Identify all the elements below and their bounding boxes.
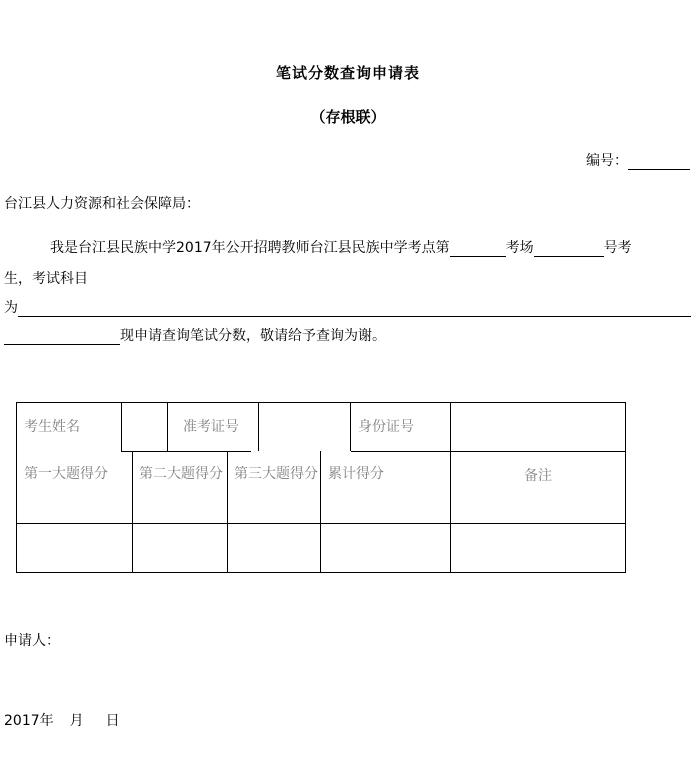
serial-number — [586, 150, 690, 170]
table-border-right — [625, 402, 626, 573]
table-col-rule-2 — [167, 402, 168, 451]
body-line-1-text-c: 号考 — [603, 240, 632, 256]
subject-blank-continued[interactable] — [4, 329, 120, 345]
body-line-1-text-b: 考场 — [505, 240, 534, 256]
body-line-1-text-a: 我是台江县民族中学2017年公开招聘教师台江县民族中学考点第 — [50, 240, 450, 256]
serial-blank[interactable] — [628, 154, 690, 170]
q3-score-value-cell[interactable] — [230, 526, 317, 570]
id-label: 身份证号 — [358, 419, 414, 435]
total-score-value-cell[interactable] — [323, 526, 447, 570]
table-rule-row1-mid — [121, 451, 251, 452]
table-rule-row1-right — [351, 451, 626, 452]
name-label: 考生姓名 — [24, 419, 80, 435]
score-table — [16, 402, 626, 573]
body-line-2: 生，考试科目 — [4, 271, 88, 287]
date-month: 月 — [69, 713, 84, 729]
subject-blank[interactable] — [18, 301, 691, 317]
table-col-rule-6 — [132, 451, 133, 573]
ticket-value-cell[interactable] — [262, 404, 346, 448]
remark-label: 备注 — [524, 468, 552, 484]
table-col-rule-8 — [320, 451, 321, 573]
body-line-4-suffix: 现申请查询笔试分数，敬请给予查询为谢。 — [120, 328, 386, 344]
form-title: 笔试分数查询申请表 — [275, 64, 420, 82]
table-col-rule-5 — [450, 402, 451, 573]
q3-score-label: 第三大题得分 — [234, 466, 318, 482]
table-col-rule-7 — [227, 451, 228, 573]
addressee: 台江县人力资源和社会保障局： — [4, 196, 200, 212]
table-col-rule-1 — [121, 402, 122, 451]
serial-label: 编号： — [586, 153, 628, 169]
q1-score-label: 第一大题得分 — [24, 466, 108, 482]
body-line-3 — [4, 297, 691, 317]
table-border-bottom — [16, 572, 626, 573]
date-year: 2017年 — [4, 713, 54, 729]
remark-value-cell[interactable] — [453, 526, 622, 570]
table-border-top — [16, 402, 626, 403]
total-score-label: 累计得分 — [328, 466, 384, 482]
q2-score-value-cell[interactable] — [135, 526, 224, 570]
applicant-label: 申请人： — [4, 633, 60, 649]
ticket-label: 准考证号 — [183, 419, 239, 435]
body-line-4 — [4, 325, 386, 345]
table-col-rule-3 — [258, 402, 259, 451]
table-col-rule-4 — [350, 402, 351, 451]
name-value-cell[interactable] — [126, 404, 164, 448]
body-line-3-prefix: 为 — [4, 300, 18, 316]
date-line — [4, 710, 120, 730]
id-value-cell[interactable] — [454, 404, 622, 448]
q1-score-value-cell[interactable] — [19, 526, 129, 570]
table-border-left — [16, 402, 17, 573]
q2-score-label: 第二大题得分 — [139, 466, 223, 482]
date-day: 日 — [105, 713, 120, 729]
body-line-1 — [50, 237, 632, 257]
form-subtitle: （存根联） — [310, 108, 386, 126]
seat-number-blank[interactable] — [534, 241, 604, 257]
exam-room-blank[interactable] — [450, 241, 506, 257]
table-rule-row2 — [16, 523, 626, 524]
